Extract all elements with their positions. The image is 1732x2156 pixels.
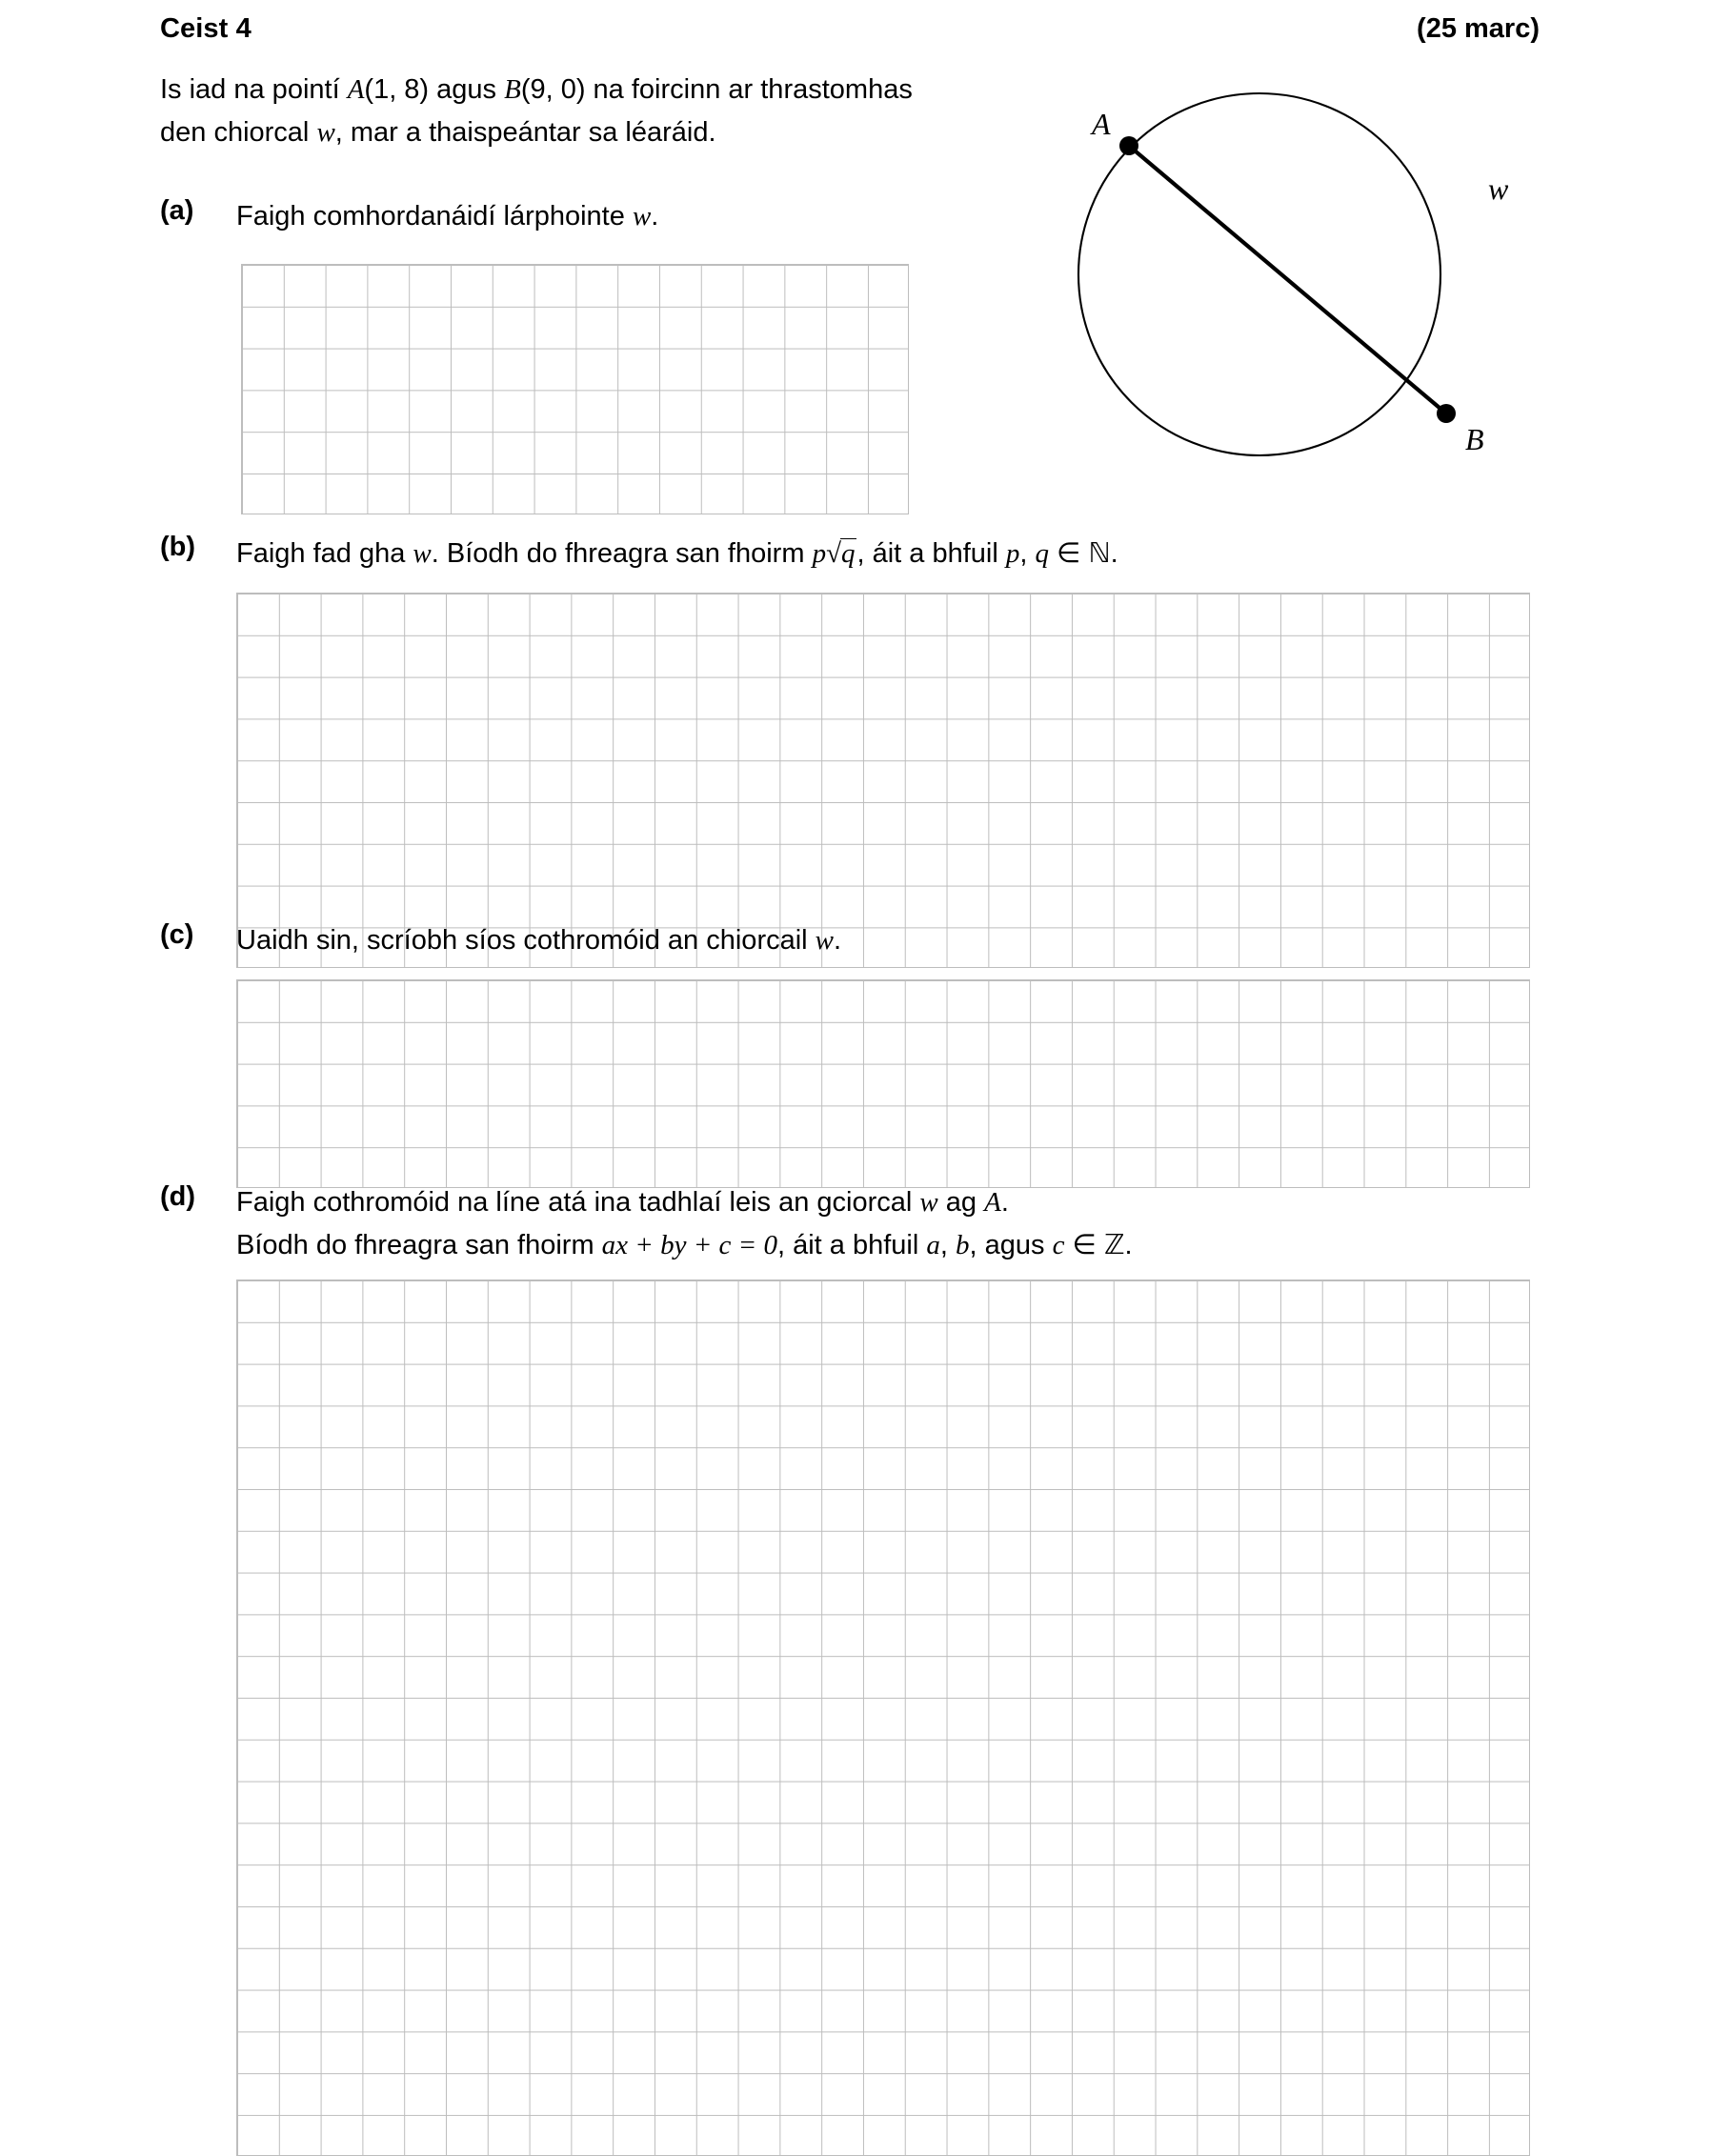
integers-symbol: ℤ <box>1103 1228 1125 1260</box>
part-b-text-before: Faigh fad gha <box>236 538 413 569</box>
coef-a-symbol: a <box>926 1230 940 1260</box>
part-c-text <box>236 919 841 961</box>
part-d-comma-2: , agus <box>969 1230 1053 1260</box>
part-a-text-after: . <box>651 201 659 232</box>
part-d-member-sign: ∈ <box>1064 1230 1104 1260</box>
circle-diagram <box>1019 19 1534 524</box>
part-c-text-before: Uaidh sin, scríobh síos cothromóid an chiorcail <box>236 925 816 956</box>
circle-w-label: w <box>1488 171 1509 206</box>
part-c-label: (c) <box>160 919 194 950</box>
natural-numbers-symbol: ℕ <box>1088 536 1111 569</box>
page-title: Ceist 4 <box>160 13 252 44</box>
part-a-label: (a) <box>160 195 194 226</box>
part-d-var-a: A <box>984 1187 1001 1218</box>
point-a-label: A <box>1092 107 1111 141</box>
part-d-line-1 <box>236 1181 1133 1223</box>
cond-member-sign: ∈ <box>1048 538 1089 569</box>
part-d-l1-mid: ag <box>937 1187 985 1218</box>
formula-p: p <box>812 538 827 569</box>
cond-period: . <box>1110 538 1118 569</box>
part-d-line-2 <box>236 1223 1133 1266</box>
stem-line-2 <box>160 111 1056 154</box>
part-d-text <box>236 1181 1133 1266</box>
part-d-comma-1: , <box>939 1230 956 1260</box>
stem-text-2b: , mar a thaispeántar sa léaráid. <box>334 117 716 148</box>
part-a-text <box>236 195 658 237</box>
part-d-var-w: w <box>919 1187 938 1218</box>
part-d-label: (d) <box>160 1181 196 1212</box>
point-b-marker <box>1437 404 1456 423</box>
diameter-chord-ab <box>1129 146 1446 413</box>
answer-grid-d[interactable] <box>236 1279 1530 2156</box>
part-d-l1-before: Faigh cothromóid na líne atá ina tadhlaí leis an gciorcal <box>236 1187 920 1218</box>
answer-grid-c[interactable] <box>236 979 1530 1188</box>
part-b-label: (b) <box>160 532 196 562</box>
answer-grid-b[interactable] <box>236 593 1530 968</box>
point-a-marker <box>1119 136 1138 155</box>
stem-text-1a: Is iad na pointí <box>160 74 348 105</box>
part-c-var-w: w <box>815 925 835 956</box>
answer-grid-a[interactable] <box>241 264 909 514</box>
point-a-symbol: A <box>347 74 365 105</box>
question-stem <box>160 69 1056 154</box>
stem-text-1b: (1, 8) agus <box>364 74 505 105</box>
point-b-symbol: B <box>504 74 521 105</box>
part-b-text-mid: . Bíodh do fhreagra san fhoirm <box>431 538 813 569</box>
part-b-text-after: , áit a bhfuil <box>856 538 1006 569</box>
part-a-text-before: Faigh comhordanáidí lárphointe <box>236 201 633 232</box>
part-c-text-after: . <box>834 925 842 956</box>
cond-var-p: p <box>1005 538 1020 569</box>
part-d-l1-end: . <box>1000 1187 1009 1218</box>
part-d-l2-mid: , áit a bhfuil <box>777 1230 927 1260</box>
point-b-label: B <box>1465 422 1484 456</box>
part-d-l2-before: Bíodh do fhreagra san fhoirm <box>236 1230 602 1260</box>
line-equation-formula: ax + by + c = 0 <box>601 1230 777 1260</box>
cond-comma: , <box>1019 538 1036 569</box>
radical-sign: √ <box>826 538 841 569</box>
cond-var-q: q <box>1035 538 1049 569</box>
marks-badge: (25 marc) <box>1417 13 1540 44</box>
part-b-var-w: w <box>413 538 432 569</box>
part-d-period: . <box>1124 1230 1133 1260</box>
part-a-var-w: w <box>632 201 652 232</box>
stem-text-2a: den chiorcal <box>160 117 317 148</box>
stem-text-1c: (9, 0) na foircinn ar thrastomhas <box>520 74 913 105</box>
circle-diagram-svg <box>1019 19 1534 524</box>
part-b-text <box>236 532 1118 574</box>
formula-p-sqrt-q <box>813 533 857 574</box>
coef-c-symbol: c <box>1052 1230 1065 1260</box>
circle-w-symbol: w <box>316 117 335 148</box>
stem-line-1 <box>160 69 1056 111</box>
coef-b-symbol: b <box>956 1230 970 1260</box>
formula-q: q <box>840 538 856 569</box>
